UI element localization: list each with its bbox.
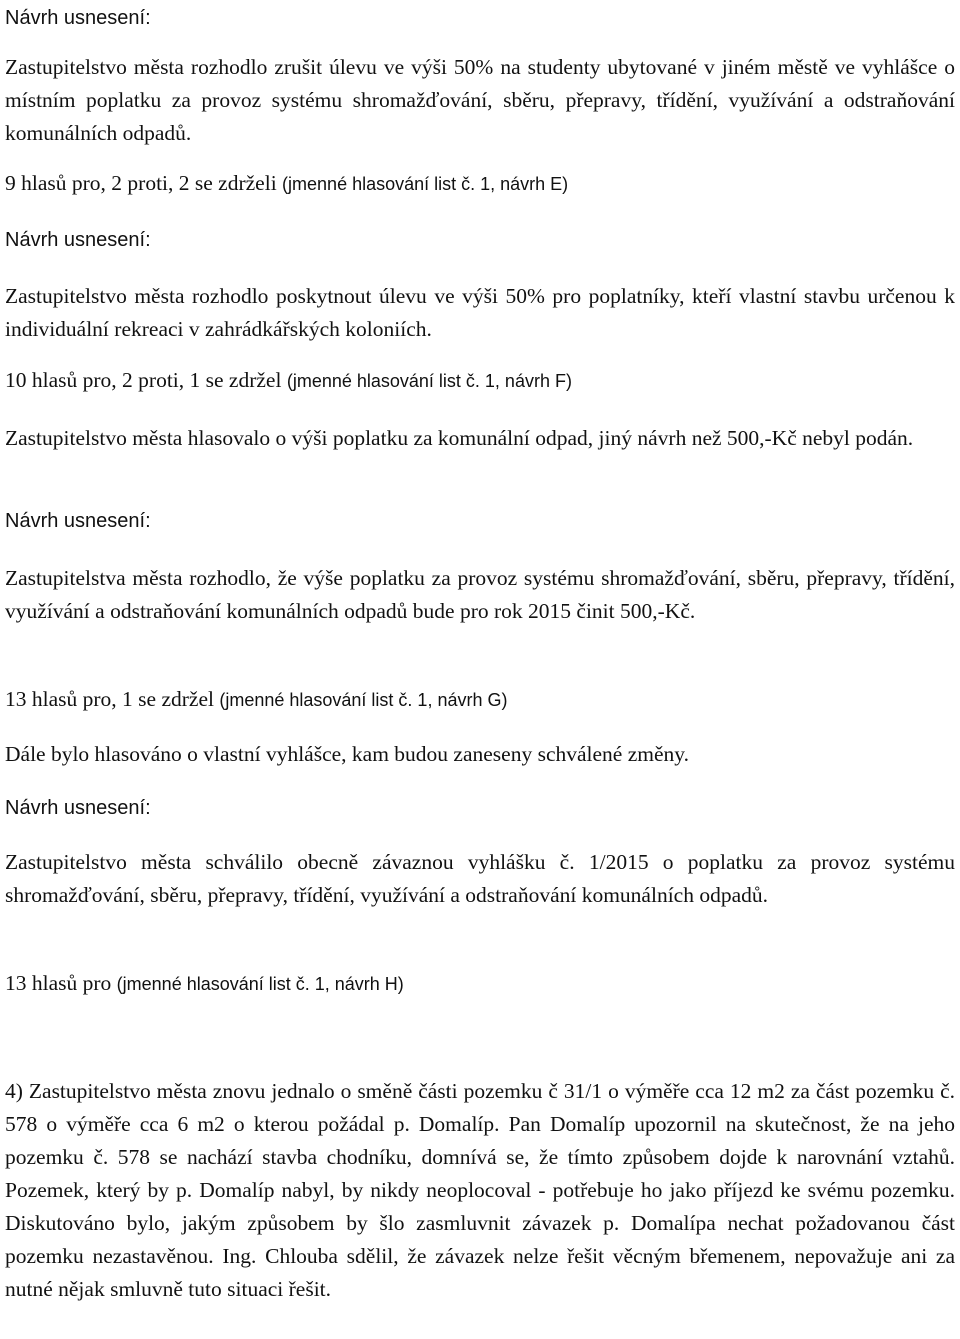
vote-reference: (jmenné hlasování list č. 1, návrh E) (282, 174, 569, 194)
vote-count: 13 hlasů pro (5, 971, 117, 995)
resolution-text: Zastupitelstvo města schválilo obecně závaznou vyhlášku č. 1/2015 o poplatku za provoz systému shromažďování, sběru, přepravy, třídění, využívání a odstraňování komunálních odpadů. (5, 850, 955, 907)
draft-resolution-label: Návrh usnesení: (5, 797, 151, 819)
agenda-item-4: 4) Zastupitelstvo města znovu jednalo o směně části pozemku č 31/1 o výměře cca 12 m2 za část pozemku č. 578 o výměře cca 6 m2 o kterou požádal p. Domalíp. Pan Domalíp upozornil na skutečnost, že na jeho pozemku č. 578 se nachází stavba chodníku, domnívá se, že tímto způsobem dojde k narovnání vztahů. Pozemek, který by p. Domalíp nabyl, by nikdy neoplocoval - potřebuje ho jako příjezd ke svému pozemku. Diskutováno bylo, jakým způsobem by šlo zasmluvnit závazek p. Domalípa nechat požadovanou část pozemku nezastavěnou. Ing. Chlouba sdělil, že závazek nelze řešit věcným břemenem, nepovažuje ani za nutné nějak smluvně tuto situaci řešit. (5, 1079, 955, 1301)
vote-result (5, 967, 955, 1001)
paragraph: Zastupitelstvo města hlasovalo o výši poplatku za komunální odpad, jiný návrh než 500,-Kč nebyl podán. (5, 426, 914, 450)
vote-reference: (jmenné hlasování list č. 1, návrh G) (219, 690, 508, 710)
vote-count: 9 hlasů pro, 2 proti, 2 se zdrželi (5, 171, 283, 195)
vote-result (5, 364, 955, 398)
resolution-text: Zastupitelstvo města rozhodlo poskytnout úlevu ve výši 50% pro poplatníky, kteří vlastní stavbu určenou k individuální rekreaci v zahrádkářských koloniích. (5, 284, 955, 341)
vote-reference: (jmenné hlasování list č. 1, návrh F) (286, 371, 572, 391)
vote-reference: (jmenné hlasování list č. 1, návrh H) (116, 974, 404, 994)
vote-result (5, 683, 955, 717)
resolution-text: Zastupitelstva města rozhodlo, že výše poplatku za provoz systému shromažďování, sběru, přepravy, třídění, využívání a odstraňování komunálních odpadů bude pro rok 2015 činit 500,-Kč. (5, 566, 955, 623)
vote-result (5, 167, 955, 201)
paragraph: Dále bylo hlasováno o vlastní vyhlášce, kam budou zaneseny schválené změny. (5, 742, 690, 766)
draft-resolution-label: Návrh usnesení: (5, 229, 151, 251)
vote-count: 13 hlasů pro, 1 se zdržel (5, 687, 220, 711)
vote-count: 10 hlasů pro, 2 proti, 1 se zdržel (5, 368, 287, 392)
draft-resolution-label: Návrh usnesení: (5, 510, 151, 532)
draft-resolution-label: Návrh usnesení: (5, 7, 151, 29)
resolution-text: Zastupitelstvo města rozhodlo zrušit úlevu ve výši 50% na studenty ubytované v jiném městě ve vyhlášce o místním poplatku za provoz systému shromažďování, sběru, přepravy, třídění, využívání a odstraňování komunálních odpadů. (5, 55, 955, 145)
